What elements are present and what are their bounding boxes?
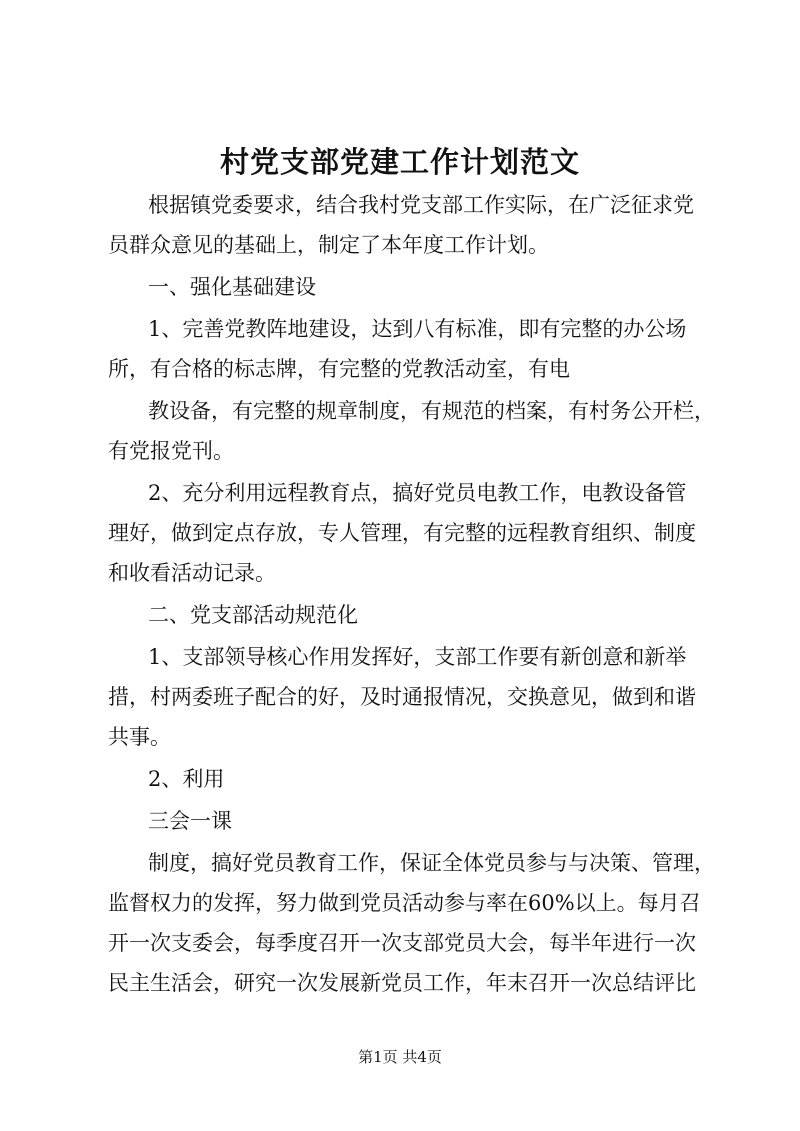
body-line-10: 和收看活动记录。 xyxy=(108,561,276,585)
body-line-16: 三会一课 xyxy=(148,809,232,833)
body-line-7: 有党报党刊。 xyxy=(108,439,234,463)
body-line-6: 教设备，有完整的规章制度，有规范的档案，有村务公开栏， xyxy=(148,399,715,423)
body-line-18: 监督权力的发挥，努力做到党员活动参与率在60%以上。每月召 xyxy=(108,891,701,915)
body-line-19: 开一次支委会，每季度召开一次支部党员大会，每半年进行一次 xyxy=(108,931,696,955)
body-line-14: 共事。 xyxy=(108,725,171,749)
body-line-8: 2、充分利用远程教育点，搞好党员电教工作，电教设备管 xyxy=(148,481,687,505)
body-line-17: 制度，搞好党员教育工作，保证全体党员参与与决策、管理， xyxy=(148,851,715,875)
page-title: 村党支部党建工作计划范文 xyxy=(219,145,580,179)
body-line-15: 2、利用 xyxy=(148,767,225,791)
page-footer: 第1页 共4页 xyxy=(358,1048,442,1066)
body-line-4: 1、完善党教阵地建设，达到八有标准，即有完整的办公场 xyxy=(148,317,687,341)
section-heading-2: 二、党支部活动规范化 xyxy=(148,603,358,627)
body-line-13: 措，村两委班子配合的好，及时通报情况，交换意见，做到和谐 xyxy=(108,685,696,709)
body-line-5: 所，有合格的标志牌，有完整的党教活动室，有电 xyxy=(108,357,570,381)
body-line-9: 理好，做到定点存放，专人管理，有完整的远程教育组织、制度 xyxy=(108,521,696,545)
body-line-12: 1、支部领导核心作用发挥好，支部工作要有新创意和新举 xyxy=(148,645,687,669)
body-line-2: 员群众意见的基础上，制定了本年度工作计划。 xyxy=(108,233,549,257)
body-line-1: 根据镇党委要求，结合我村党支部工作实际，在广泛征求党 xyxy=(148,193,694,217)
section-heading-1: 一、强化基础建设 xyxy=(148,275,316,299)
body-line-20: 民主生活会，研究一次发展新党员工作，年末召开一次总结评比 xyxy=(108,971,696,995)
